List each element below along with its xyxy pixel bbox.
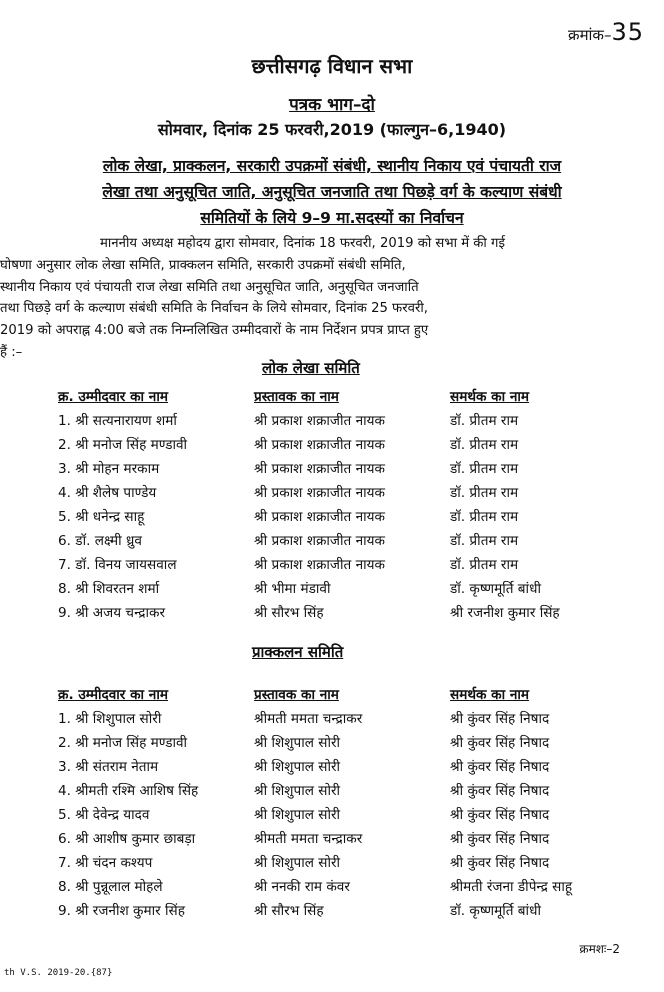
seconder-name: श्री कुंवर सिंह निषाद	[450, 855, 550, 871]
table-row	[58, 602, 658, 626]
proposer-name: श्री प्रकाश शक्राजीत नायक	[254, 557, 385, 573]
table-row	[58, 756, 658, 780]
committee-title-prakkalan: प्राक्कलन समिति	[252, 643, 344, 661]
seconder-name: श्री कुंवर सिंह निषाद	[450, 735, 550, 751]
proposer-name: श्री प्रकाश शक्राजीत नायक	[254, 461, 385, 477]
serial-value: 35	[611, 18, 644, 46]
table-row	[58, 876, 658, 900]
table-row	[58, 506, 658, 530]
serial-label: क्रमांक–	[568, 26, 612, 44]
table-row	[58, 410, 658, 434]
heading-line: लोक लेखा, प्राक्कलन, सरकारी उपक्रमों संबंधी, स्थानीय निकाय एवं पंचायती राज	[102, 157, 562, 175]
committee-table-prakkalan	[58, 684, 658, 924]
date-line: सोमवार, दिनांक 25 फरवरी,2019 (फाल्गुन–6,1940)	[157, 120, 507, 139]
seconder-name: डॉ. प्रीतम राम	[450, 485, 519, 501]
table-row	[58, 434, 658, 458]
table-header	[58, 386, 658, 410]
proposer-name: श्री शिशुपाल सोरी	[254, 807, 341, 823]
proposer-name: श्री शिशुपाल सोरी	[254, 855, 341, 871]
seconder-name: डॉ. प्रीतम राम	[450, 557, 519, 573]
candidate-name: 4. श्री शैलेष पाण्डेय	[58, 485, 157, 501]
proposer-name: श्रीमती ममता चन्द्राकर	[254, 831, 363, 847]
bulletin-part: पत्रक भाग–दो	[289, 95, 375, 115]
proposer-name: श्री प्रकाश शक्राजीत नायक	[254, 485, 385, 501]
table-row	[58, 900, 658, 924]
proposer-name: श्री सौरभ सिंह	[254, 903, 324, 919]
seconder-name: डॉ. कृष्णमूर्ति बांधी	[450, 903, 541, 919]
candidate-name: 2. श्री मनोज सिंह मण्डावी	[58, 437, 188, 453]
candidate-name: 9. श्री रजनीश कुमार सिंह	[58, 903, 185, 919]
header-seconder: समर्थक का नाम	[450, 687, 530, 703]
paragraph-line: माननीय अध्यक्ष महोदय द्वारा सोमवार, दिनांक 18 फरवरी, 2019 को सभा में की गई	[100, 236, 505, 251]
table-row	[58, 482, 658, 506]
candidate-name: 3. श्री संतराम नेताम	[58, 759, 159, 775]
seconder-name: डॉ. प्रीतम राम	[450, 437, 519, 453]
heading-line: समितियों के लिये 9–9 मा.सदस्यों का निर्वाचन	[200, 209, 464, 227]
proposer-name: श्री शिशुपाल सोरी	[254, 759, 341, 775]
seconder-name: डॉ. प्रीतम राम	[450, 461, 519, 477]
proposer-name: श्री प्रकाश शक्राजीत नायक	[254, 413, 385, 429]
table-row	[58, 530, 658, 554]
heading-line: लेखा तथा अनुसूचित जाति, अनुसूचित जनजाति तथा पिछड़े वर्ग के कल्याण संबंधी	[102, 183, 562, 201]
proposer-name: श्री सौरभ सिंह	[254, 605, 324, 621]
continued-note: क्रमशः–2	[579, 942, 620, 956]
candidate-name: 4. श्रीमती रश्मि आशिष सिंह	[58, 783, 199, 799]
candidate-name: 3. श्री मोहन मरकाम	[58, 461, 160, 477]
seconder-name: श्री कुंवर सिंह निषाद	[450, 807, 550, 823]
candidate-name: 7. डॉ. विनय जायसवाल	[58, 557, 177, 573]
candidate-name: 8. श्री शिवरतन शर्मा	[58, 581, 160, 597]
paragraph-line: स्थानीय निकाय एवं पंचायती राज लेखा समिति तथा अनुसूचित जाति, अनुसूचित जनजाति	[0, 279, 419, 295]
proposer-name: श्री शिशुपाल सोरी	[254, 783, 341, 799]
candidate-name: 7. श्री चंदन कश्यप	[58, 855, 153, 871]
proposer-name: श्री ननकी राम कंवर	[254, 879, 350, 895]
seconder-name: डॉ. कृष्णमूर्ति बांधी	[450, 581, 541, 597]
candidate-name: 1. श्री सत्यनारायण शर्मा	[58, 413, 177, 429]
footer-reference: th V.S. 2019-20.{87}	[4, 968, 113, 978]
proposer-name: श्रीमती ममता चन्द्राकर	[254, 711, 363, 727]
seconder-name: श्री कुंवर सिंह निषाद	[450, 831, 550, 847]
paragraph-line: तथा पिछड़े वर्ग के कल्याण संबंधी समिति के निर्वाचन के लिये सोमवार, दिनांक 25 फरवरी,	[0, 301, 428, 317]
proposer-name: श्री भीमा मंडावी	[254, 581, 331, 597]
header-proposer: प्रस्तावक का नाम	[254, 389, 339, 405]
paragraph-line: 2019 को अपराह्न 4:00 बजे तक निम्नलिखित उम्मीदवारों के नाम निर्देशन प्रपत्र प्राप्त हुए	[0, 323, 429, 339]
candidate-name: 2. श्री मनोज सिंह मण्डावी	[58, 735, 188, 751]
seconder-name: श्री कुंवर सिंह निषाद	[450, 759, 550, 775]
candidate-name: 6. श्री आशीष कुमार छाबड़ा	[58, 831, 196, 847]
seconder-name: श्री रजनीश कुमार सिंह	[450, 605, 560, 621]
candidate-name: 5. श्री देवेन्द्र यादव	[58, 807, 150, 823]
table-row	[58, 780, 658, 804]
table-row	[58, 708, 658, 732]
table-row	[58, 732, 658, 756]
seconder-name: डॉ. प्रीतम राम	[450, 509, 519, 525]
candidate-name: 9. श्री अजय चन्द्राकर	[58, 605, 166, 621]
seconder-name: श्री कुंवर सिंह निषाद	[450, 783, 550, 799]
header-candidate: क्र. उम्मीदवार का नाम	[58, 389, 168, 405]
table-row	[58, 828, 658, 852]
table-row	[58, 804, 658, 828]
header-seconder: समर्थक का नाम	[450, 389, 530, 405]
intro-paragraph	[0, 233, 652, 364]
header-proposer: प्रस्तावक का नाम	[254, 687, 339, 703]
candidate-name: 8. श्री पुन्नूलाल मोहले	[58, 879, 163, 895]
table-row	[58, 458, 658, 482]
proposer-name: श्री प्रकाश शक्राजीत नायक	[254, 533, 385, 549]
seconder-name: श्री कुंवर सिंह निषाद	[450, 711, 550, 727]
assembly-title: छत्तीसगढ़ विधान सभा	[251, 54, 413, 78]
paragraph-line: हैं :–	[0, 344, 23, 360]
proposer-name: श्री शिशुपाल सोरी	[254, 735, 341, 751]
candidate-name: 6. डॉ. लक्ष्मी ध्रुव	[58, 533, 142, 549]
table-row	[58, 554, 658, 578]
candidate-name: 1. श्री शिशुपाल सोरी	[58, 711, 162, 727]
committee-table-lok-lekha	[58, 386, 658, 626]
table-row	[58, 852, 658, 876]
seconder-name: डॉ. प्रीतम राम	[450, 533, 519, 549]
header-candidate: क्र. उम्मीदवार का नाम	[58, 687, 168, 703]
proposer-name: श्री प्रकाश शक्राजीत नायक	[254, 509, 385, 525]
proposer-name: श्री प्रकाश शक्राजीत नायक	[254, 437, 385, 453]
paragraph-line: घोषणा अनुसार लोक लेखा समिति, प्राक्कलन समिति, सरकारी उपक्रमों संबंधी समिति,	[0, 257, 406, 273]
table-row	[58, 578, 658, 602]
candidate-name: 5. श्री धनेन्द्र साहू	[58, 509, 145, 525]
serial-number	[568, 18, 644, 46]
seconder-name: डॉ. प्रीतम राम	[450, 413, 519, 429]
election-heading	[16, 153, 648, 231]
committee-title-lok-lekha: लोक लेखा समिति	[262, 359, 360, 377]
table-header	[58, 684, 658, 708]
seconder-name: श्रीमती रंजना डीपेन्द्र साहू	[450, 879, 573, 895]
